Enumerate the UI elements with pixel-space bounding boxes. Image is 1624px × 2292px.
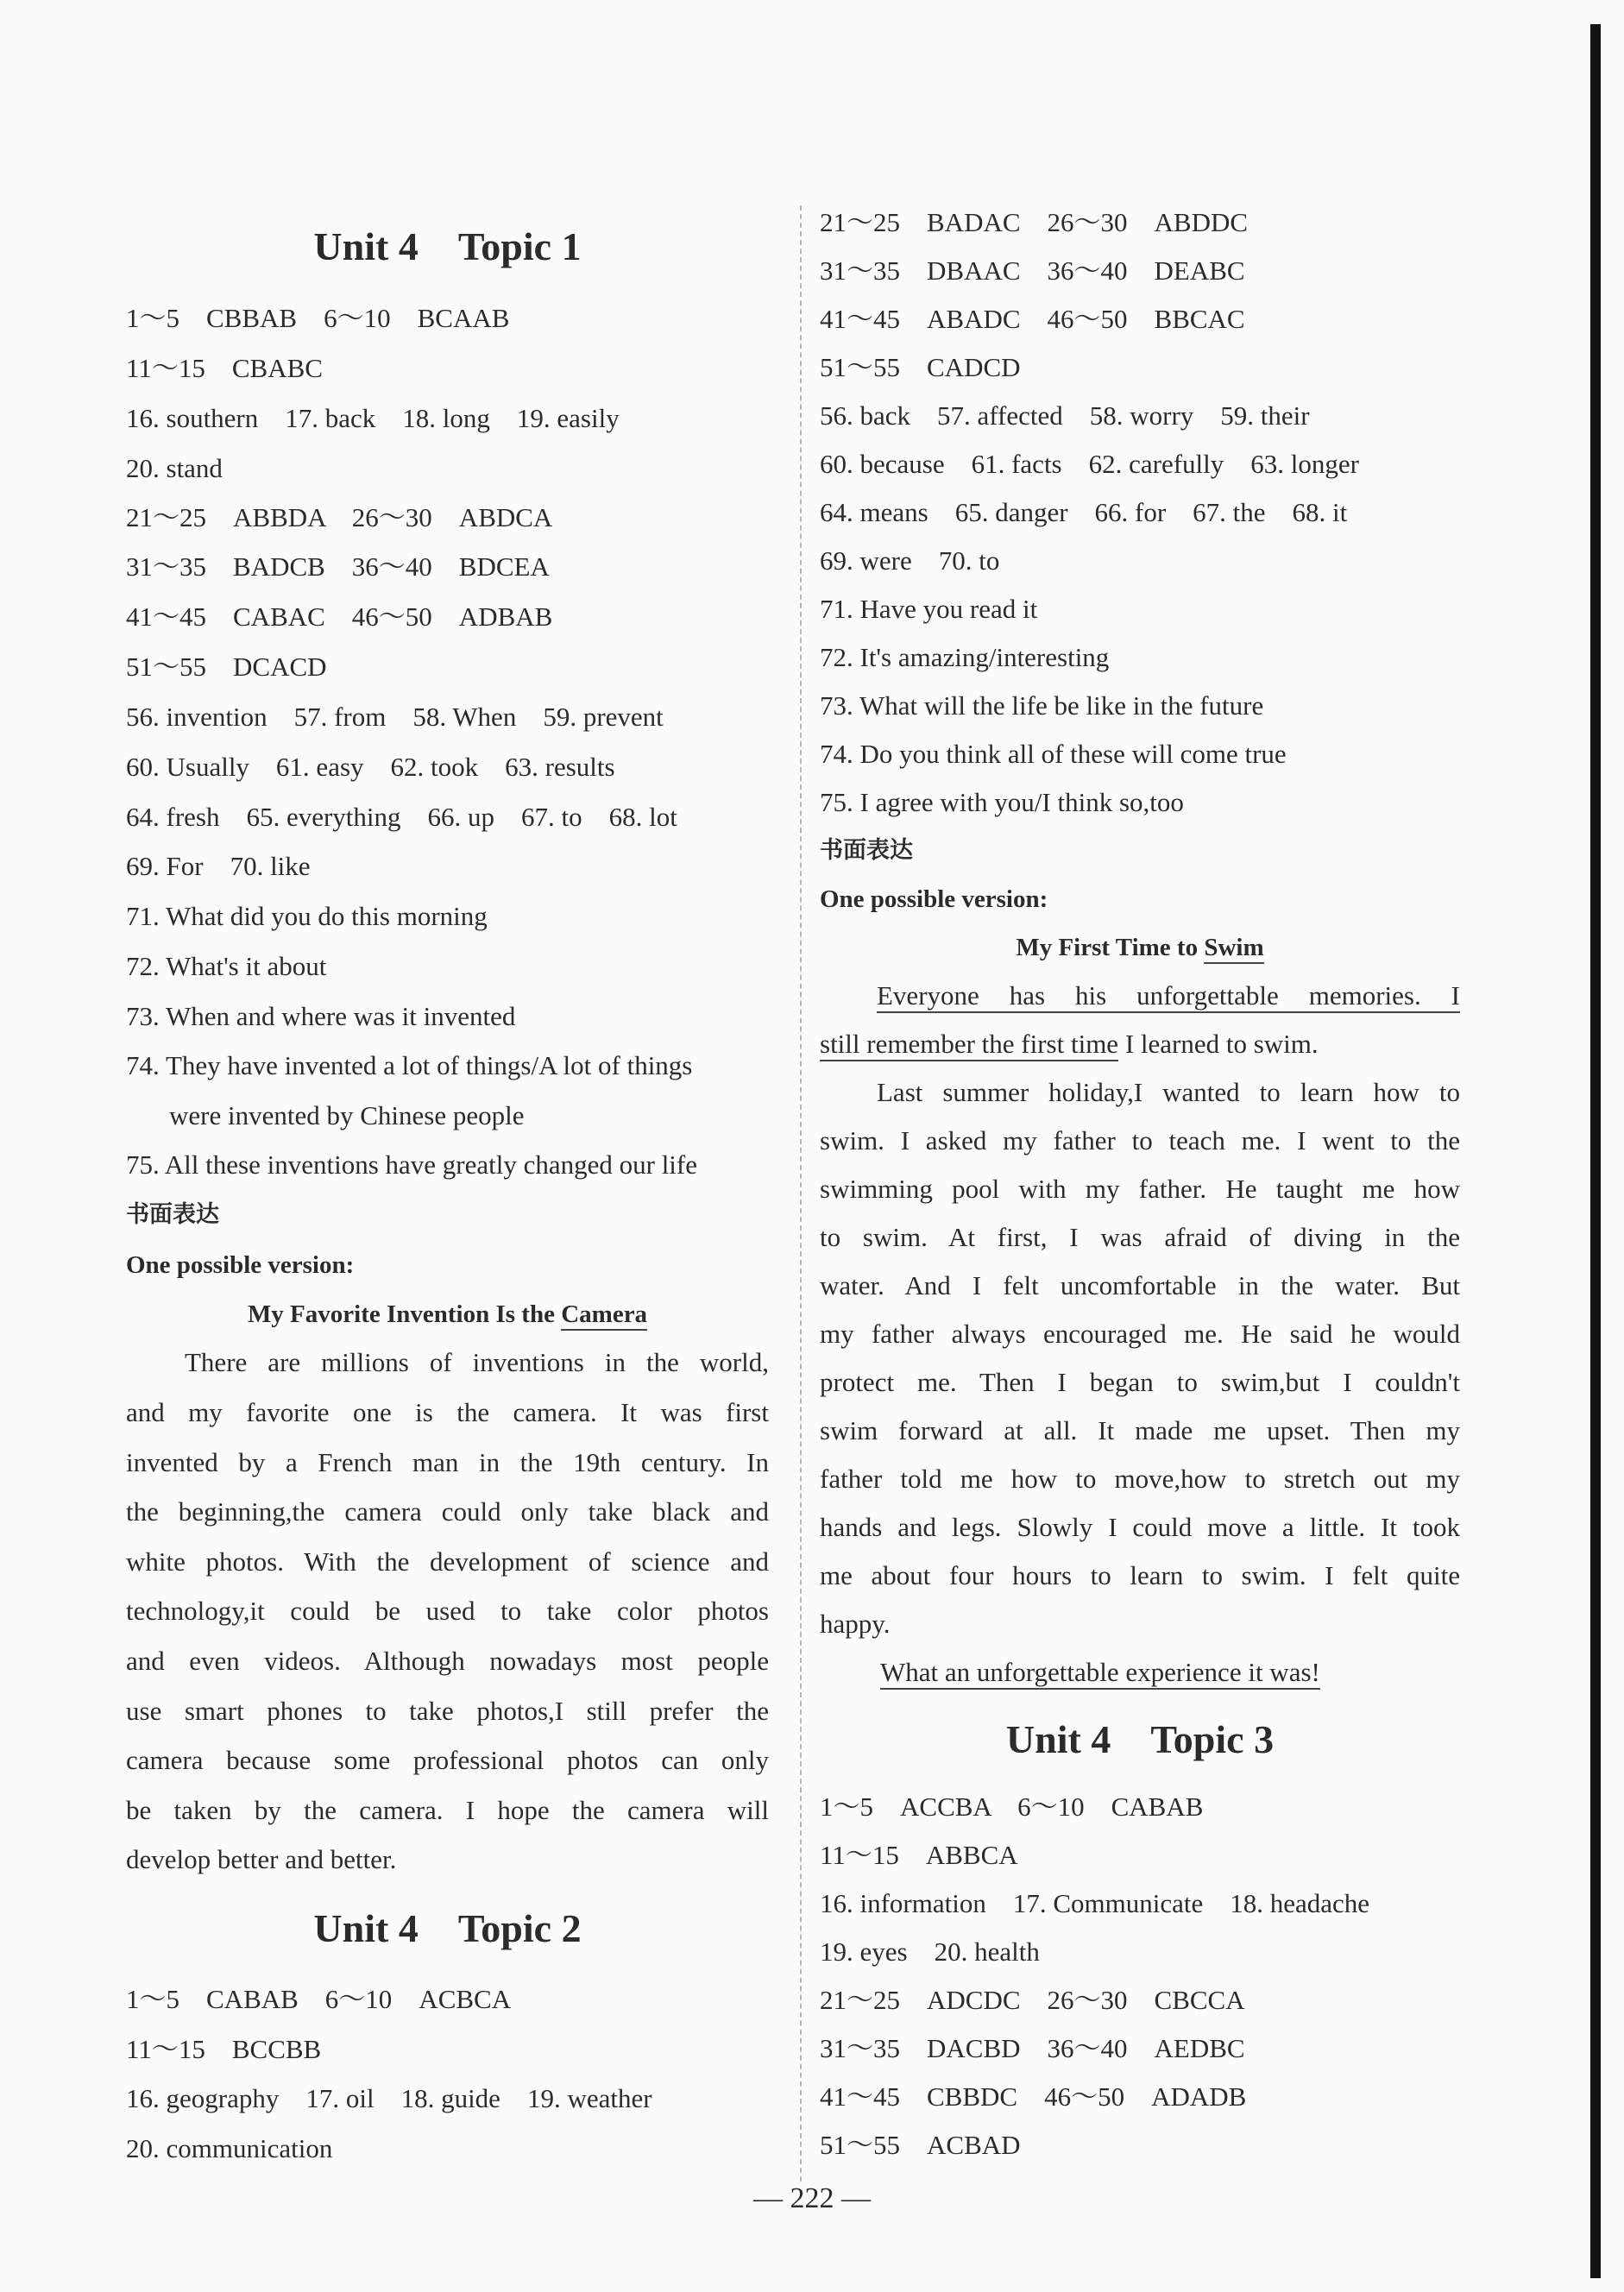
- essay-line: protect me. Then I began to swim,but I couldn't: [820, 1367, 1460, 1397]
- answer-line: 72. What's it about: [126, 951, 327, 981]
- answer-line: 20. communication: [126, 2133, 333, 2163]
- essay-line: my father always encouraged me. He said he would: [820, 1319, 1460, 1349]
- answer-line: 71. What did you do this morning: [126, 901, 488, 931]
- answer-line: 16. southern 17. back 18. long 19. easily: [126, 403, 620, 433]
- essay-line: camera because some professional photos can only: [126, 1745, 769, 1775]
- essay-line: be taken by the camera. I hope the camera will: [126, 1795, 769, 1825]
- scan-edge-bar: [1590, 24, 1601, 2278]
- answer-line: 31～35 DBAAC 36～40 DEABC: [820, 255, 1245, 286]
- writing-section-label: 书面表达: [820, 837, 913, 864]
- answer-line: 21～25 BADAC 26～30 ABDDC: [820, 207, 1249, 237]
- answer-line: 73. What will the life be like in the future: [820, 690, 1264, 721]
- essay-line: There are millions of inventions in the world,: [185, 1347, 769, 1377]
- answer-line: 51～55 DCACD: [126, 652, 327, 682]
- essay-line: father told me how to move,how to stretch out my: [820, 1464, 1460, 1494]
- essay-line: Everyone has his unforgettable memories. I: [877, 979, 1460, 1013]
- answer-line: 51～55 ACBAD: [820, 2130, 1021, 2160]
- answer-line: 41～45 CBBDC 46～50 ADADB: [820, 2081, 1247, 2112]
- version-label: One possible version:: [126, 1251, 355, 1279]
- answer-line: 51～55 CADCD: [820, 352, 1021, 382]
- answer-line: 21～25 ABBDA 26～30 ABDCA: [126, 502, 553, 532]
- answer-line: 1～5 CBBAB 6～10 BCAAB: [126, 303, 510, 333]
- answer-line: 1～5 ACCBA 6～10 CABAB: [820, 1791, 1204, 1822]
- essay-line: swim forward at all. It made me upset. Then my: [820, 1415, 1460, 1445]
- essay-title: My Favorite Invention Is the Camera: [126, 1297, 769, 1332]
- essay-line: technology,it could be used to take color photos: [126, 1596, 769, 1626]
- answer-line: 16. geography 17. oil 18. guide 19. weather: [126, 2083, 652, 2113]
- answer-line: 74. They have invented a lot of things/A lot of things: [126, 1050, 693, 1080]
- essay-line: and even videos. Although nowadays most people: [126, 1646, 769, 1676]
- page-number: — 222 —: [753, 2182, 871, 2214]
- answer-line: 64. means 65. danger 66. for 67. the 68. it: [820, 497, 1348, 527]
- answer-line: 74. Do you think all of these will come true: [820, 739, 1287, 769]
- heading-unit4-topic3: Unit 4 Topic 3: [1005, 1717, 1275, 1761]
- essay-line: hands and legs. Slowly I could move a little. It took: [820, 1512, 1460, 1542]
- answer-line: 56. back 57. affected 58. worry 59. their: [820, 400, 1310, 431]
- essay-line: What an unforgettable experience it was!: [880, 1655, 1320, 1690]
- essay-line: develop better and better.: [126, 1844, 397, 1874]
- answer-line: 69. For 70. like: [126, 851, 311, 881]
- answer-line: 16. information 17. Communicate 18. headache: [820, 1888, 1370, 1918]
- answer-line: 31～35 BADCB 36～40 BDCEA: [126, 551, 550, 582]
- answer-line: 11～15 CBABC: [126, 353, 323, 383]
- essay-line: white photos. With the development of science and: [126, 1546, 769, 1577]
- answer-line: were invented by Chinese people: [169, 1100, 525, 1130]
- answer-line: 41～45 ABADC 46～50 BBCAC: [820, 304, 1245, 334]
- writing-section-label: 书面表达: [126, 1201, 219, 1228]
- essay-title: My First Time to Swim: [820, 930, 1460, 965]
- answer-line: 75. All these inventions have greatly changed our life: [126, 1149, 698, 1180]
- answer-line: 1～5 CABAB 6～10 ACBCA: [126, 1984, 512, 2014]
- answer-line: 11～15 ABBCA: [820, 1840, 1018, 1870]
- answer-line: 71. Have you read it: [820, 594, 1038, 624]
- answer-line: 60. Usually 61. easy 62. took 63. results: [126, 752, 615, 782]
- essay-line: Last summer holiday,I wanted to learn how to: [877, 1077, 1460, 1107]
- essay-line: me about four hours to learn to swim. I felt quite: [820, 1560, 1460, 1590]
- answer-line: 21～25 ADCDC 26～30 CBCCA: [820, 1985, 1245, 2015]
- answer-line: 20. stand: [126, 453, 223, 483]
- answer-line: 69. were 70. to: [820, 545, 1000, 576]
- essay-line: swimming pool with my father. He taught me how: [820, 1174, 1460, 1204]
- heading-unit4-topic1: Unit 4 Topic 1: [313, 224, 582, 268]
- answer-line: 41～45 CABAC 46～50 ADBAB: [126, 601, 553, 632]
- essay-line: still remember the first time I learned to swim.: [820, 1027, 1319, 1061]
- essay-line: invented by a French man in the 19th century. In: [126, 1447, 769, 1477]
- answer-line: 75. I agree with you/I think so,too: [820, 787, 1184, 817]
- essay-line: swim. I asked my father to teach me. I went to the: [820, 1125, 1460, 1155]
- essay-line: the beginning,the camera could only take black and: [126, 1496, 769, 1527]
- essay-line: use smart phones to take photos,I still prefer the: [126, 1696, 769, 1726]
- answer-line: 60. because 61. facts 62. carefully 63. longer: [820, 449, 1359, 479]
- essay-line: to swim. At first, I was afraid of diving in the: [820, 1222, 1460, 1252]
- version-label: One possible version:: [820, 885, 1048, 913]
- answer-line: 72. It's amazing/interesting: [820, 642, 1110, 672]
- answer-line: 64. fresh 65. everything 66. up 67. to 68. lot: [126, 802, 677, 832]
- essay-line: water. And I felt uncomfortable in the water. But: [820, 1270, 1460, 1300]
- essay-line: happy.: [820, 1609, 891, 1639]
- answer-line: 56. invention 57. from 58. When 59. prevent: [126, 702, 664, 732]
- answer-line: 19. eyes 20. health: [820, 1936, 1040, 1967]
- heading-unit4-topic2: Unit 4 Topic 2: [313, 1906, 582, 1950]
- answer-line: 31～35 DACBD 36～40 AEDBC: [820, 2033, 1245, 2063]
- answer-line: 73. When and where was it invented: [126, 1001, 516, 1031]
- essay-line: and my favorite one is the camera. It was first: [126, 1397, 769, 1427]
- column-divider: [800, 205, 802, 2182]
- answer-line: 11～15 BCCBB: [126, 2034, 322, 2064]
